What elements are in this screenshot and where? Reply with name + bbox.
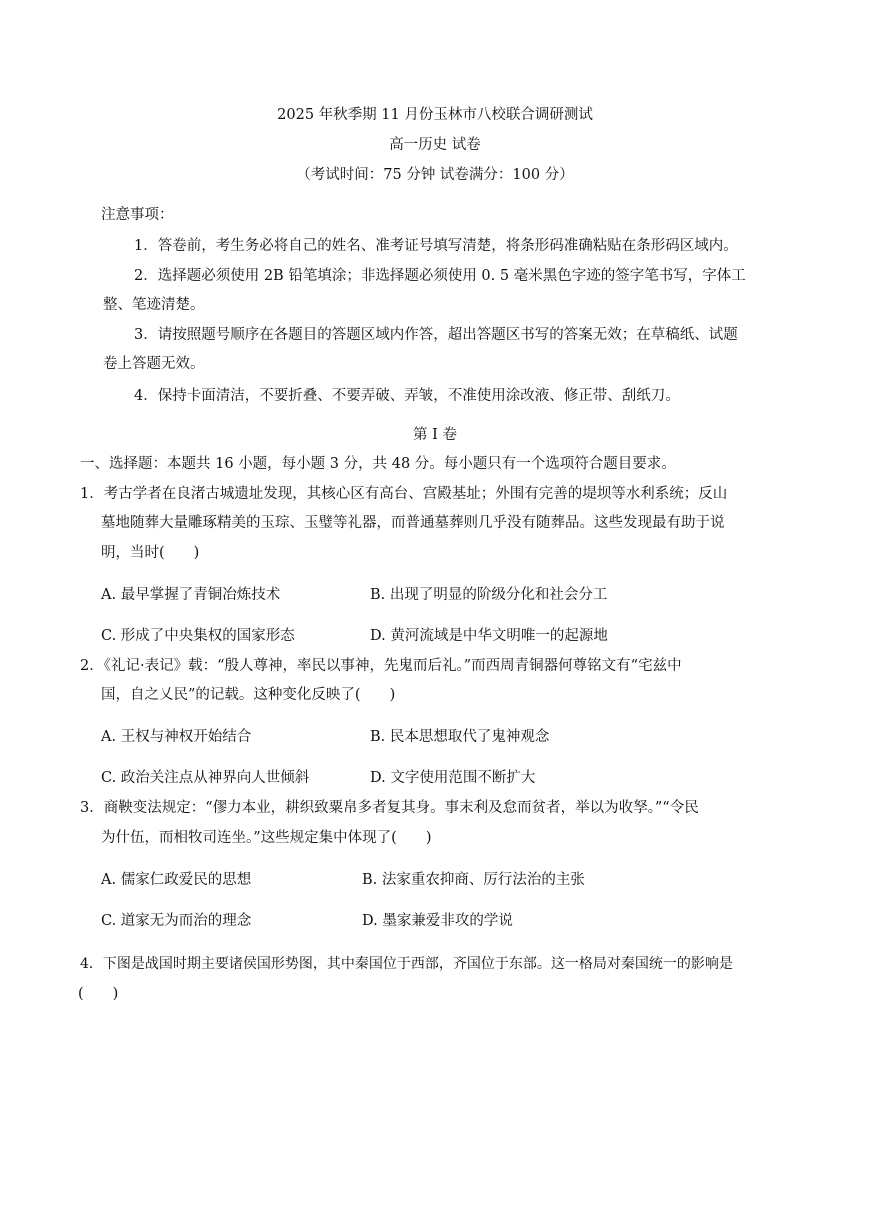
exam-subtitle: 高一历史 试卷: [389, 137, 481, 153]
exam-title: 2025 年秋季期 11 月份玉林市八校联合调研测试: [277, 107, 593, 123]
question-1-option-b: B. 出现了明显的阶级分化和社会分工: [370, 587, 608, 603]
question-3-option-a: A. 儒家仁政爱民的思想: [101, 872, 252, 888]
question-1-text: 明，当时( ): [101, 545, 200, 561]
question-3-text: 3．商鞅变法规定：“僇力本业，耕织致粟帛多者复其身。事末利及怠而贫者，举以为收孥。”“令民: [80, 800, 699, 816]
question-1-text: 1．考古学者在良渚古城遗址发现，其核心区有高台、宫殿基址；外围有完善的堤坝等水利系统；反山: [80, 486, 728, 502]
notice-heading: 注意事项：: [101, 207, 174, 223]
notice-item: 2．选择题必须使用 2B 铅笔填涂；非选择题必须使用 0. 5 毫米黑色字迹的签字笔书写，字体工: [134, 268, 746, 284]
question-2-option-d: D. 文字使用范围不断扩大: [370, 770, 536, 786]
notice-item: 卷上答题无效。: [103, 356, 205, 372]
question-3-option-b: B. 法家重农抑商、厉行法治的主张: [362, 872, 585, 888]
question-4-text: 4．下图是战国时期主要诸侯国形势图，其中秦国位于西部，齐国位于东部。这一格局对秦国统一的影响是: [80, 956, 733, 972]
question-3-option-c: C. 道家无为而治的理念: [101, 913, 252, 929]
question-1-option-d: D. 黄河流域是中华文明唯一的起源地: [370, 628, 608, 644]
question-1-text: 墓地随葬大量雕琢精美的玉琮、玉璧等礼器，而普通墓葬则几乎没有随葬品。这些发现最有助于说: [101, 515, 725, 531]
question-2-option-c: C. 政治关注点从神界向人世倾斜: [101, 770, 310, 786]
notice-item: 整、笔迹清楚。: [103, 297, 205, 313]
question-1-option-a: A. 最早掌握了青铜冶炼技术: [101, 587, 281, 603]
question-2-text: 国，自之乂民”的记载。这种变化反映了( ): [101, 687, 396, 703]
notice-item: 3．请按照题号顺序在各题目的答题区域内作答，超出答题区书写的答案无效；在草稿纸、试题: [134, 327, 738, 343]
notice-item: 1．答卷前，考生务必将自己的姓名、准考证号填写清楚，将条形码准确粘贴在条形码区域内。: [134, 238, 738, 254]
exam-info: （考试时间：75 分钟 试卷满分：100 分）: [296, 167, 574, 183]
question-2-option-b: B. 民本思想取代了鬼神观念: [370, 729, 550, 745]
question-3-text: 为什伍，而相牧司连坐。”这些规定集中体现了( ): [101, 830, 432, 846]
section-instruction: 一、选择题：本题共 16 小题，每小题 3 分，共 48 分。每小题只有一个选项符合题目要求。: [80, 456, 676, 472]
question-3-option-d: D. 墨家兼爱非攻的学说: [362, 913, 513, 929]
question-2-text: 2．《礼记·表记》载：“殷人尊神，率民以事神，先鬼而后礼。”而西周青铜器何尊铭文有“宅兹中: [80, 658, 682, 674]
notice-item: 4．保持卡面清洁，不要折叠、不要弄破、弄皱，不准使用涂改液、修正带、刮纸刀。: [134, 388, 680, 404]
question-1-option-c: C. 形成了中央集权的国家形态: [101, 628, 295, 644]
question-2-option-a: A. 王权与神权开始结合: [101, 729, 252, 745]
question-4-text: ( ): [78, 986, 119, 1002]
volume-label: 第 I 卷: [413, 427, 457, 443]
